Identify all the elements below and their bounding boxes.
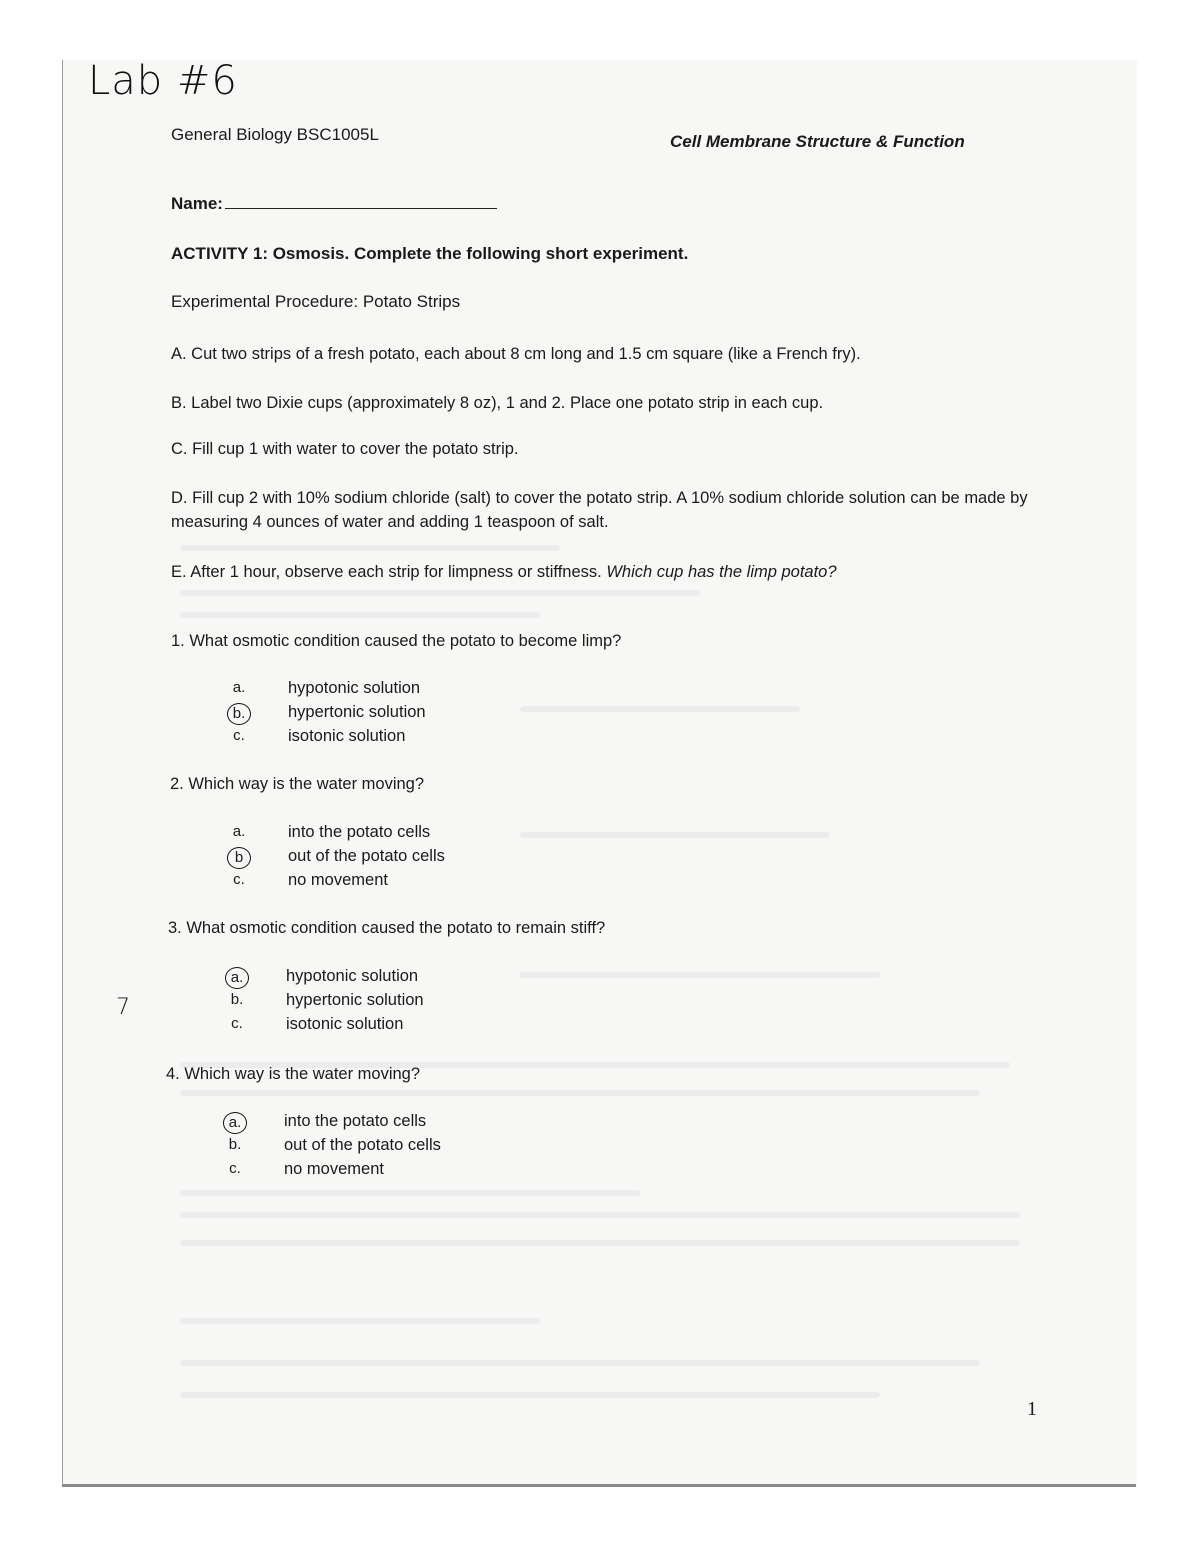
option-row[interactable] [226,871,546,895]
option-letter: a. [232,679,246,696]
option-row-selected[interactable] [224,967,544,991]
question-number: 4. [166,1065,180,1083]
option-row[interactable] [226,679,546,703]
option-text: isotonic solution [286,1015,404,1033]
circled-answer-mark: a. [225,967,249,989]
question-3 [168,919,605,938]
option-text: hypotonic solution [286,967,419,985]
step-d: D. Fill cup 2 with 10% sodium chloride (salt) to cover the potato strip. A 10% sodium chloride solution can be made by measuring 4 ounces of water and adding 1 teaspoon of salt. [171,489,1028,531]
question-2-options [226,823,546,895]
page-number: 1 [1027,1398,1037,1420]
question-number: 3. [168,919,182,937]
option-row[interactable] [226,727,546,751]
step-e-text: E. After 1 hour, observe each strip for limpness or stiffness. [171,563,602,581]
page-edge [62,1484,1136,1487]
option-row-selected[interactable] [226,847,546,871]
option-text: no movement [284,1160,384,1178]
option-row[interactable] [226,823,546,847]
name-label: Name: [171,194,223,213]
circled-answer-mark: b [227,847,251,869]
circled-answer-mark: b. [227,703,251,725]
option-text: hypotonic solution [288,679,421,697]
question-text: What osmotic condition caused the potato to become limp? [189,632,622,650]
option-row[interactable] [224,1015,544,1039]
option-row[interactable] [222,1160,542,1184]
option-text: into the potato cells [284,1112,427,1130]
handwritten-lab-title: Lab #6 [88,58,238,104]
option-text: out of the potato cells [284,1136,441,1154]
option-row-selected[interactable] [222,1112,542,1136]
question-4 [166,1065,420,1084]
question-1 [171,632,621,651]
question-text: Which way is the water moving? [188,775,425,793]
question-3-options [224,967,544,1039]
option-row[interactable] [224,991,544,1015]
option-letter: c. [231,1015,243,1032]
name-field[interactable] [171,190,497,214]
name-blank-line[interactable] [225,190,497,209]
question-1-options [226,679,546,751]
option-text: into the potato cells [288,823,431,841]
option-letter: b. [230,991,244,1008]
option-letter: c. [233,727,245,744]
procedure-title: Experimental Procedure: Potato Strips [171,292,461,311]
question-text: What osmotic condition caused the potato to remain stiff? [186,919,606,937]
option-row[interactable] [222,1136,542,1160]
step-e-question: Which cup has the limp potato? [606,563,837,581]
question-number: 2. [170,775,184,793]
question-text: Which way is the water moving? [184,1065,421,1083]
question-number: 1. [171,632,185,650]
option-text: hypertonic solution [288,703,426,721]
option-text: no movement [288,871,388,889]
worksheet-page [62,60,1137,1486]
option-text: out of the potato cells [288,847,445,865]
handwritten-side-mark: 7 [116,995,130,1020]
option-letter: c. [233,871,245,888]
option-letter: c. [229,1160,241,1177]
option-letter: a. [232,823,246,840]
course-title: General Biology BSC1005L [171,125,379,144]
topic-title: Cell Membrane Structure & Function [670,132,965,151]
question-4-options [222,1112,542,1184]
circled-answer-mark: a. [223,1112,247,1134]
option-letter: b. [228,1136,242,1153]
step-a: A. Cut two strips of a fresh potato, each about 8 cm long and 1.5 cm square (like a French fry). [171,345,861,363]
option-text: hypertonic solution [286,991,424,1009]
activity-heading: ACTIVITY 1: Osmosis. Complete the following short experiment. [171,244,689,263]
option-row-selected[interactable] [226,703,546,727]
question-2 [170,775,424,794]
step-b: B. Label two Dixie cups (approximately 8 oz), 1 and 2. Place one potato strip in each cup. [171,394,824,412]
step-e [171,560,1041,584]
option-text: isotonic solution [288,727,406,745]
step-c: C. Fill cup 1 with water to cover the potato strip. [171,440,519,458]
